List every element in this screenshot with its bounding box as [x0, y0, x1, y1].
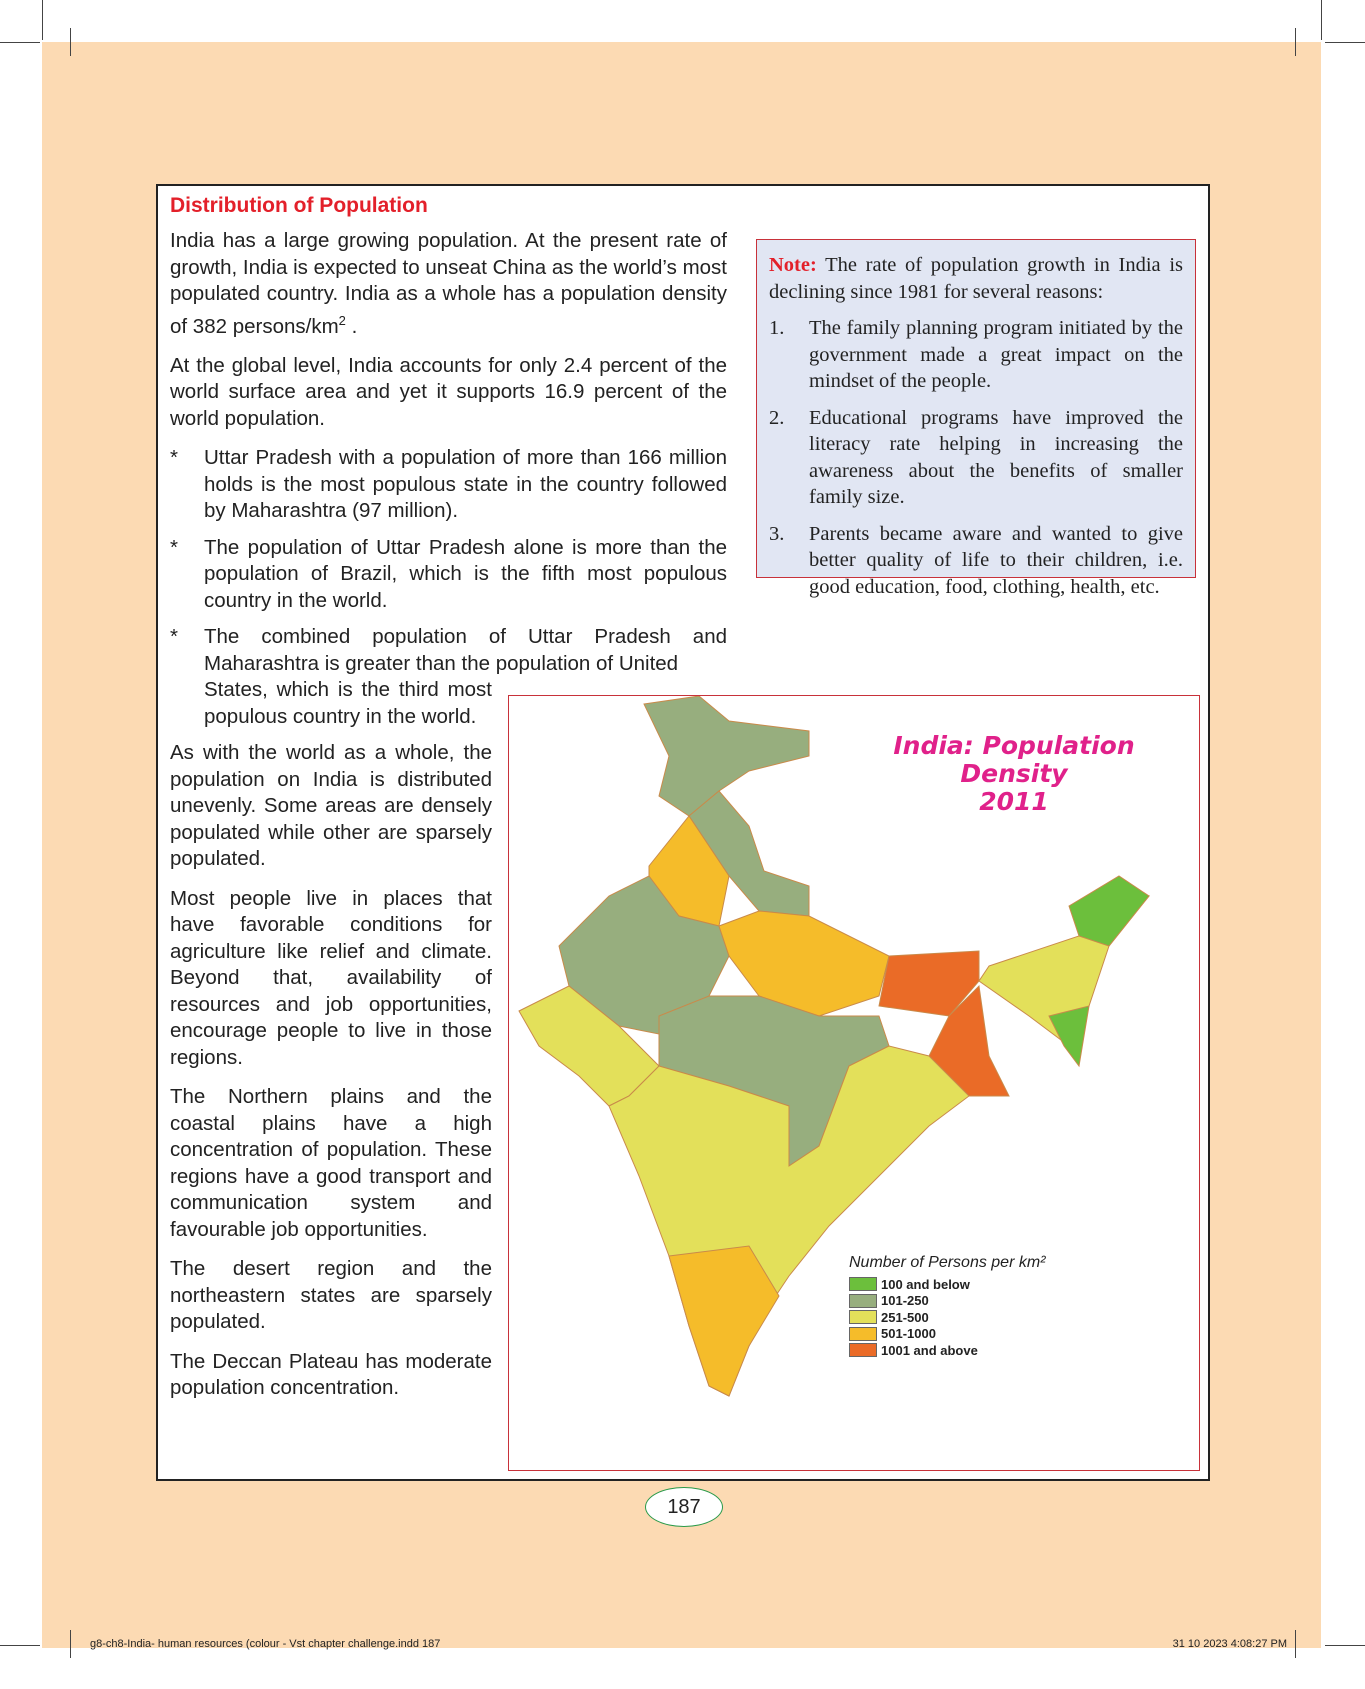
- region-tamilnadu: [669, 1246, 779, 1396]
- bullet-item: [170, 535, 727, 615]
- legend-item: [849, 1342, 1046, 1359]
- bullet-symbol: *: [170, 625, 178, 649]
- legend-swatch: [849, 1277, 877, 1291]
- note-item: [769, 315, 1183, 395]
- map-title-line: India: Population Density: [893, 731, 1135, 788]
- item-number: 2.: [769, 406, 785, 429]
- paragraph: The desert region and the northeastern states are sparsely populated.: [170, 1257, 492, 1334]
- item-text: Educational programs have improved the literacy rate helping in increasing the awareness about the benefits of smaller family size.: [809, 406, 1183, 508]
- legend-item: [849, 1293, 1046, 1310]
- crop-mark: [1295, 1630, 1296, 1658]
- legend-swatch: [849, 1343, 877, 1357]
- legend-label: 100 and below: [881, 1276, 970, 1292]
- note-intro: [769, 252, 1183, 305]
- map-title-line: 2011: [979, 787, 1049, 816]
- population-density-map: [508, 695, 1200, 1471]
- note-text: The rate of population growth in India is declining since 1981 for several reasons:: [769, 254, 1183, 303]
- crop-mark: [70, 1630, 71, 1658]
- legend-item: [849, 1309, 1046, 1326]
- legend-swatch: [849, 1294, 877, 1308]
- legend-title: Number of Persons per km²: [849, 1254, 1046, 1271]
- legend-label: 101-250: [881, 1293, 929, 1309]
- crop-mark: [1321, 0, 1322, 40]
- paragraph: Most people live in places that have favorable conditions for agriculture like relief and climate. Beyond that, availability of resources and job opportunities, encourage people to live in those regions.: [170, 886, 492, 1069]
- crop-mark: [0, 42, 40, 43]
- paragraph: As with the world as a whole, the population on India is distributed unevenly. Some areas are densely populated while other are sparsely populated.: [170, 741, 492, 871]
- paragraph: The Northern plains and the coastal plains have a high concentration of population. These regions have a good transport and communication system and favourable job opportunities.: [170, 1085, 492, 1241]
- item-text: Parents became aware and wanted to give better quality of life to their children, i.e. good education, food, clothing, health, etc.: [809, 522, 1183, 598]
- legend-swatch: [849, 1327, 877, 1341]
- bullet-item: [170, 445, 727, 525]
- paragraph: At the global level, India accounts for only 2.4 percent of the world surface area and yet it supports 16.9 percent of the world population.: [170, 353, 727, 430]
- bullet-text-part: The combined population of Uttar Pradesh and Maharashtra is greater than the population of United: [204, 625, 727, 675]
- paragraph: [170, 228, 727, 340]
- crop-mark: [1295, 28, 1296, 56]
- crop-mark: [1325, 1645, 1365, 1646]
- item-number: 3.: [769, 522, 785, 545]
- note-box: [756, 239, 1196, 598]
- footer-timestamp: 31 10 2023 4:08:27 PM: [1172, 1638, 1287, 1650]
- region-arunachal: [1069, 876, 1149, 946]
- legend-swatch: [849, 1310, 877, 1324]
- bullet-text-part: States, which is the third most populous country in the world.: [204, 678, 492, 728]
- crop-mark: [70, 28, 71, 56]
- item-text: The family planning program initiated by the government made a great impact on the mindset of the people.: [809, 317, 1183, 392]
- bullet-symbol: *: [170, 535, 178, 559]
- crop-mark: [0, 1645, 40, 1646]
- bullet-text: The population of Uttar Pradesh alone is more than the population of Brazil, which is the fifth most populous country in the world.: [204, 535, 727, 612]
- superscript: 2: [338, 312, 346, 328]
- paragraph: The Deccan Plateau has moderate population concentration.: [170, 1349, 492, 1400]
- crop-mark: [1325, 42, 1365, 43]
- footer-file: g8-ch8-India- human resources (colour - Vst chapter challenge.indd 187: [90, 1638, 441, 1650]
- legend-label: 1001 and above: [881, 1342, 978, 1358]
- paragraph-text: India has a large growing population. At the present rate of growth, India is expected to unseat China as the world’s most populated country. India as a whole has a population density of 382 persons/km: [170, 229, 727, 338]
- note-item: [769, 521, 1183, 601]
- map-legend: [849, 1254, 1046, 1359]
- legend-label: 251-500: [881, 1309, 929, 1325]
- section-title: Distribution of Population: [170, 194, 428, 217]
- map-title: [854, 732, 1174, 816]
- item-number: 1.: [769, 317, 785, 339]
- narrow-column: [170, 740, 492, 1402]
- bullet-text: Uttar Pradesh with a population of more than 166 million holds is the most populous state in the country followed by Maharashtra (97 million).: [204, 446, 727, 523]
- note-label: Note:: [769, 254, 817, 276]
- crop-mark: [42, 0, 43, 40]
- content-box: [156, 184, 1210, 1481]
- legend-item: [849, 1326, 1046, 1343]
- paragraph-text: .: [345, 314, 358, 338]
- bullet-symbol: *: [170, 446, 178, 470]
- region-north: [644, 696, 809, 816]
- legend-label: 501-1000: [881, 1326, 936, 1342]
- page-number: 187: [645, 1487, 723, 1527]
- note-item: [769, 405, 1183, 511]
- legend-item: [849, 1276, 1046, 1293]
